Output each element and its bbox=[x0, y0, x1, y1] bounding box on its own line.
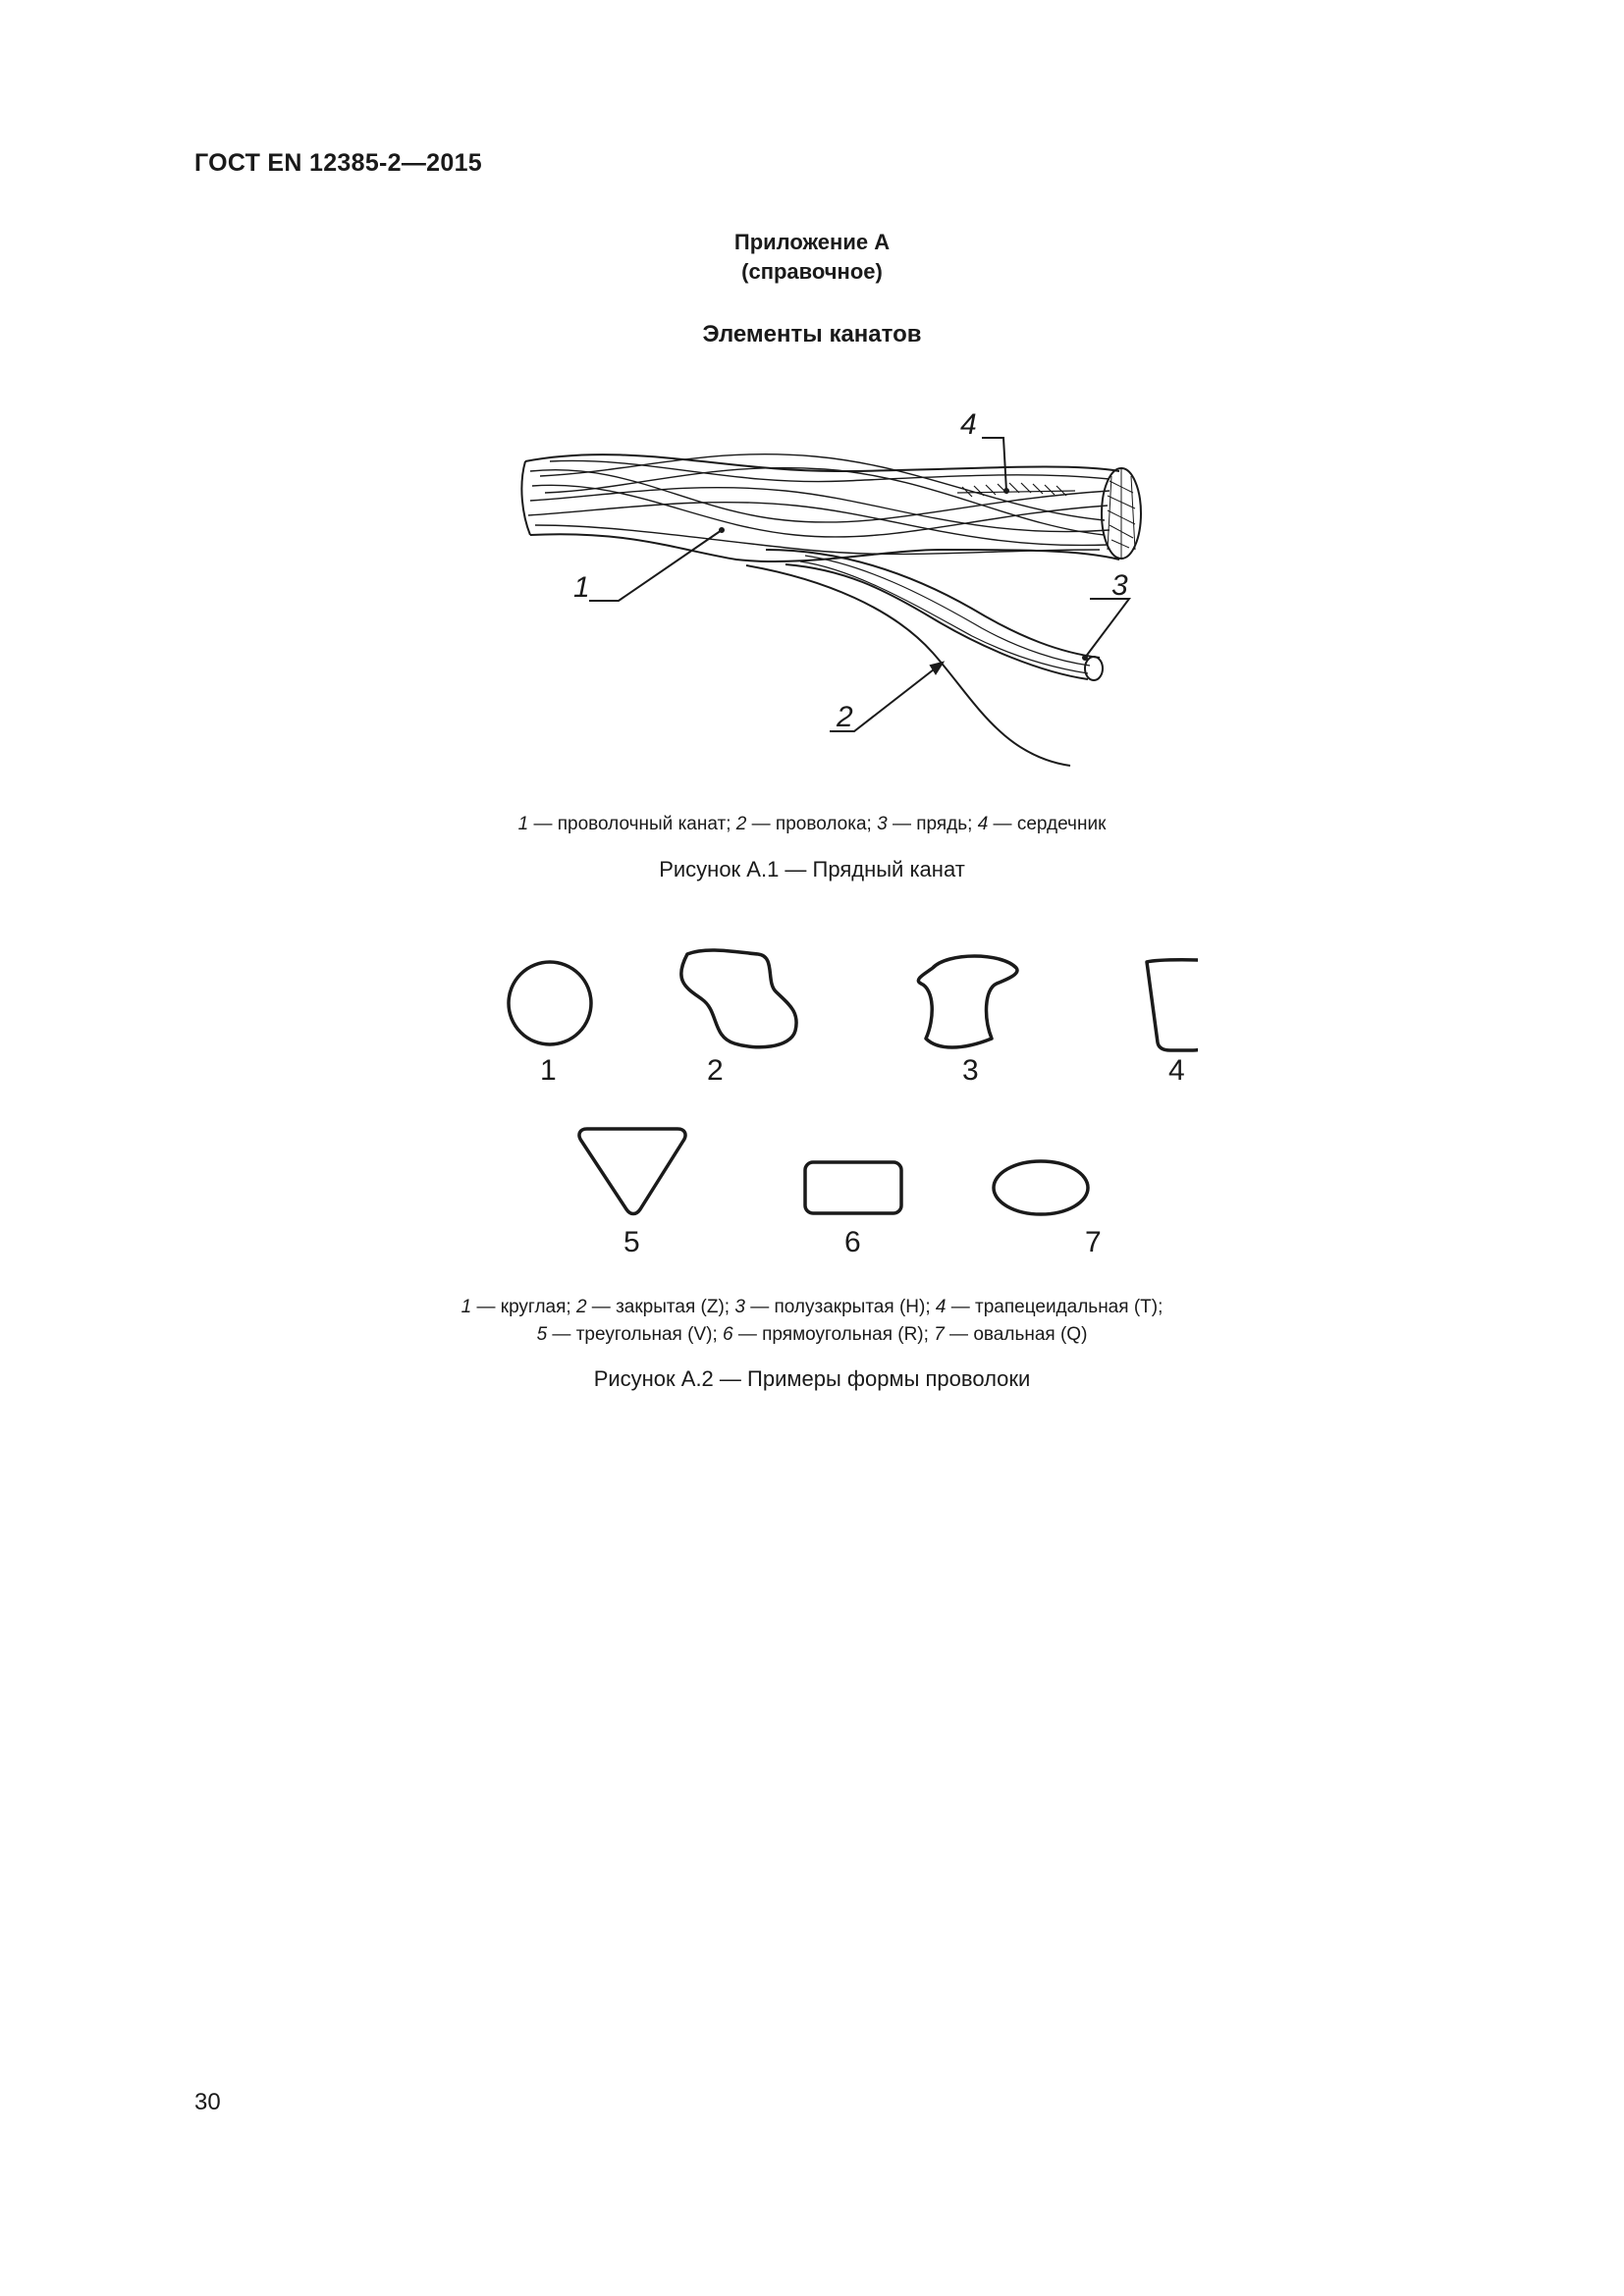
rope-left-end bbox=[521, 461, 530, 535]
legend-num: 6 bbox=[723, 1324, 733, 1345]
legend-text: — проволочный канат; bbox=[528, 814, 736, 834]
shape-triangular-v bbox=[579, 1129, 685, 1214]
strand-bottom-edge bbox=[785, 564, 1088, 679]
shape-number-1: 1 bbox=[540, 1054, 557, 1087]
figure2-legend bbox=[0, 1294, 1624, 1349]
callout-3: 3 bbox=[1111, 569, 1128, 602]
legend-num: 4 bbox=[977, 814, 989, 834]
legend-text: — прямоугольная (R); bbox=[732, 1324, 935, 1345]
rope-illustration bbox=[511, 402, 1218, 775]
strand-end-section bbox=[1085, 657, 1103, 680]
legend-num: 7 bbox=[934, 1324, 945, 1345]
legend-text: — овальная (Q) bbox=[944, 1324, 1088, 1345]
leader-4 bbox=[982, 438, 1006, 491]
section-title: Элементы канатов bbox=[702, 321, 922, 347]
legend-text: — круглая; bbox=[471, 1297, 576, 1317]
legend-text: — сердечник bbox=[988, 814, 1107, 834]
figure2-caption: Рисунок А.2 — Примеры формы проволоки bbox=[593, 1366, 1031, 1391]
figure1-legend bbox=[0, 811, 1624, 838]
document-code: ГОСТ EN 12385-2—2015 bbox=[194, 149, 482, 177]
appendix-title: Приложение А bbox=[733, 230, 891, 254]
legend-text: — треугольная (V); bbox=[547, 1324, 723, 1345]
shape-number-6: 6 bbox=[844, 1226, 861, 1258]
legend-line-2 bbox=[0, 1321, 1624, 1349]
shape-oval-q bbox=[994, 1161, 1088, 1214]
legend-text: — проволока; bbox=[746, 814, 878, 834]
legend-num: 1 bbox=[517, 814, 529, 834]
shape-rectangular-r bbox=[805, 1162, 901, 1213]
leader-1 bbox=[589, 530, 722, 601]
shape-number-2: 2 bbox=[707, 1054, 724, 1087]
shape-number-7: 7 bbox=[1085, 1226, 1102, 1258]
shape-number-4: 4 bbox=[1168, 1054, 1185, 1087]
shape-trapezoidal-t bbox=[1147, 960, 1198, 1050]
callout-2: 2 bbox=[837, 701, 853, 733]
legend-num: 5 bbox=[536, 1324, 548, 1345]
legend-text: — полузакрытая (H); bbox=[744, 1297, 936, 1317]
legend-text: — закрытая (Z); bbox=[586, 1297, 735, 1317]
rope-bottom-edge bbox=[530, 534, 1119, 561]
legend-num: 4 bbox=[935, 1297, 947, 1317]
shape-number-3: 3 bbox=[962, 1054, 979, 1087]
legend-num: 2 bbox=[735, 814, 747, 834]
legend-text: — трапецеидальная (T); bbox=[946, 1297, 1164, 1317]
callout-1: 1 bbox=[573, 571, 590, 604]
wire-line bbox=[746, 565, 1070, 766]
wire-shapes bbox=[471, 933, 1198, 1276]
shape-closed-z bbox=[681, 950, 796, 1047]
appendix-heading bbox=[0, 228, 1624, 287]
leader-3 bbox=[1085, 599, 1129, 658]
legend-num: 1 bbox=[460, 1297, 472, 1317]
shape-semi-closed-h bbox=[918, 956, 1017, 1047]
page-number: 30 bbox=[194, 2089, 221, 2115]
appendix-subtitle: (справочное) bbox=[741, 259, 883, 284]
legend-line-1 bbox=[0, 1294, 1624, 1321]
legend-num: 2 bbox=[575, 1297, 587, 1317]
callout-4: 4 bbox=[960, 408, 977, 441]
legend-text: — прядь; bbox=[887, 814, 978, 834]
legend-num: 3 bbox=[877, 814, 888, 834]
legend-num: 3 bbox=[734, 1297, 745, 1317]
figure1-caption: Рисунок А.1 — Прядный канат bbox=[659, 857, 965, 881]
shape-number-5: 5 bbox=[623, 1226, 640, 1258]
strand-top-edge bbox=[766, 550, 1100, 658]
shape-round bbox=[509, 962, 591, 1044]
